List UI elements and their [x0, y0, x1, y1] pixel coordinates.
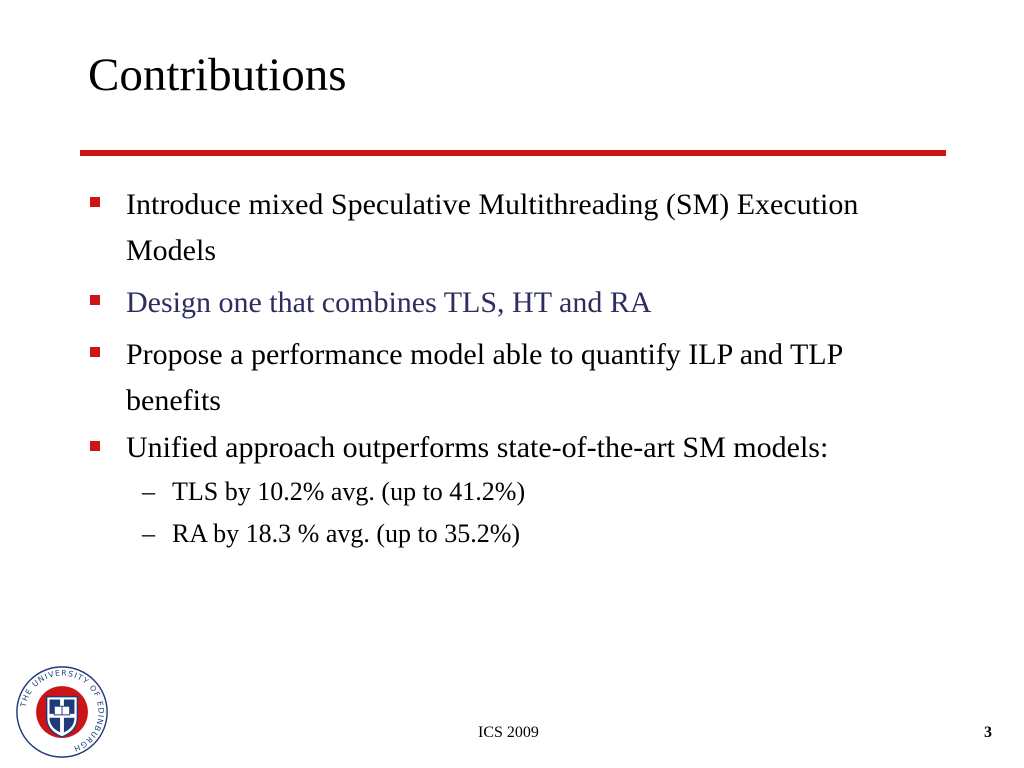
square-bullet-icon	[90, 197, 100, 207]
bullet-text: Propose a performance model able to quantify ILP and TLP benefits	[126, 338, 843, 417]
sub-bullet-item	[126, 471, 938, 513]
sub-bullet-item	[126, 513, 938, 555]
sub-bullet-text: TLS by 10.2% avg. (up to 41.2%)	[172, 477, 526, 506]
footer-conference: ICS 2009	[478, 724, 539, 741]
bullet-item	[88, 182, 938, 274]
bullet-item	[88, 332, 938, 424]
square-bullet-icon	[90, 295, 100, 305]
dash-bullet-icon: –	[142, 519, 155, 548]
sub-bullet-text: RA by 18.3 % avg. (up to 35.2%)	[172, 519, 521, 548]
square-bullet-icon	[90, 347, 100, 357]
bullet-text: Design one that combines TLS, HT and RA	[126, 286, 652, 319]
bullet-list	[88, 182, 938, 561]
bullet-text: Unified approach outperforms state-of-the-art SM models:	[126, 431, 829, 464]
slide-title: Contributions	[88, 49, 347, 101]
page-number: 3	[984, 724, 992, 741]
university-seal-logo	[14, 664, 110, 760]
svg-text:THE UNIVERSITY OF EDINBURGH: THE UNIVERSITY OF EDINBURGH	[18, 668, 106, 754]
dash-bullet-icon: –	[142, 477, 155, 506]
title-divider	[80, 150, 946, 156]
sub-bullet-list	[126, 471, 938, 555]
bullet-item	[88, 430, 938, 555]
bullet-item	[88, 280, 938, 326]
bullet-text: Introduce mixed Speculative Multithreading (SM) Execution Models	[126, 188, 859, 267]
square-bullet-icon	[90, 441, 100, 451]
